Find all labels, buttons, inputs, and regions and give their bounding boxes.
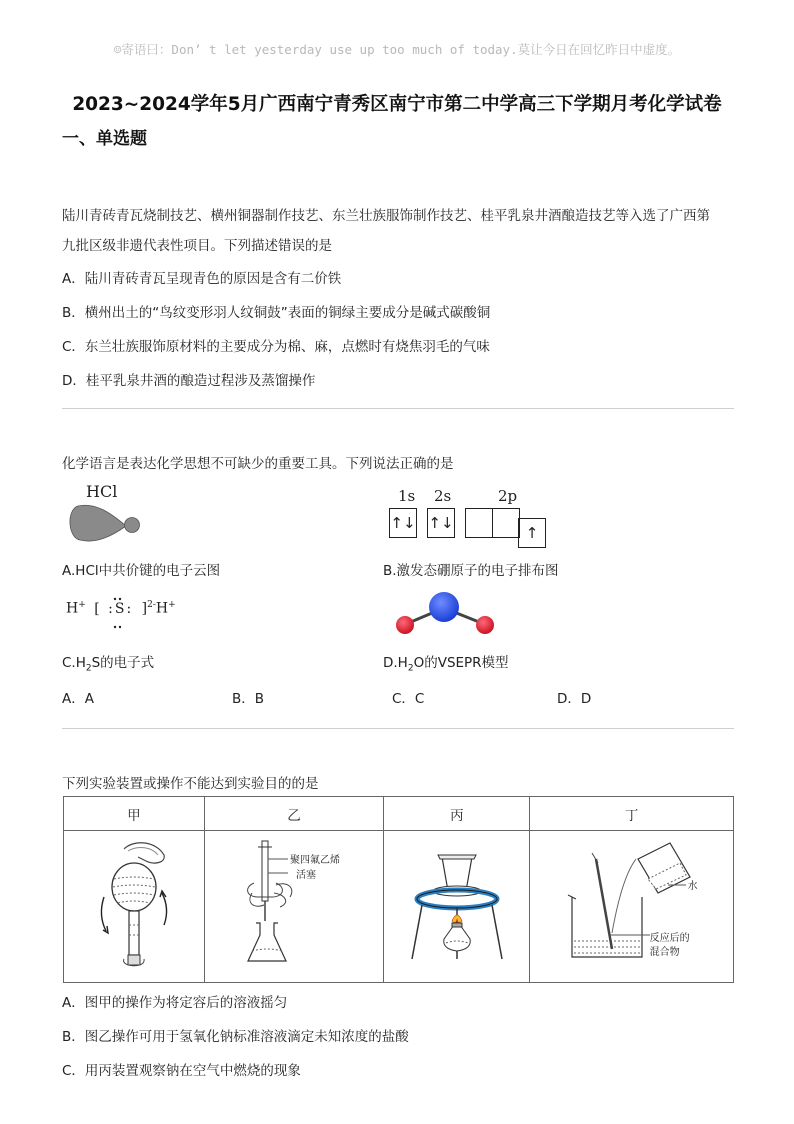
h-right: H <box>155 600 169 617</box>
stopcock-label: 活塞 <box>296 869 317 881</box>
header-bing: 丙 <box>384 797 530 831</box>
orbital-label-1s: 1s <box>398 487 416 505</box>
hydrogen-atom-right <box>476 616 494 634</box>
fig-b-caption: B.激发态硼原子的电子排布图 <box>383 563 559 579</box>
orbital-boxes-2p <box>465 508 546 548</box>
q3-option-a: A．图甲的操作为将定容后的溶液摇匀 <box>62 995 288 1011</box>
h-left: H <box>66 600 79 617</box>
fig-c-caption-sub: 2 <box>85 663 92 674</box>
bracket-close: ] <box>141 600 148 617</box>
lone-pair-dots-figure <box>110 596 126 632</box>
orbital-2p-z: ↑ <box>518 518 546 548</box>
fig-d-caption-sub: 2 <box>407 663 414 674</box>
bracket-open: [ <box>94 600 100 617</box>
h-left-charge: + <box>78 600 86 610</box>
burette-titration-figure <box>224 837 364 977</box>
orbital-label-2p: 2p <box>498 487 518 505</box>
mixture-label-line1: 反应后的 <box>649 932 690 944</box>
fig-d-caption-post: O的VSEPR模型 <box>413 655 509 671</box>
orbital-box-1s <box>389 508 417 538</box>
dilution-pouring-figure <box>552 837 712 977</box>
header-yi: 乙 <box>204 797 384 831</box>
cl-orbital-lobe <box>70 505 126 541</box>
orbital-label-2s: 2s <box>434 487 452 505</box>
q1-option-d: D．桂平乳泉井酒的酿造过程涉及蒸馏操作 <box>62 373 316 389</box>
fig-c-caption-pre: C.H <box>62 655 86 671</box>
q1-stem-line1: 陆川青砖青瓦烧制技艺、横州铜器制作技艺、东兰壮族服饰制作技艺、桂平乳泉井酒酿造技艺等入选了广西第 <box>62 208 710 224</box>
water-label: 水 <box>687 880 698 892</box>
orbital-2p-y <box>492 508 520 538</box>
figure-ding-cell <box>530 831 734 983</box>
q1-option-a: A．陆川青砖青瓦呈现青色的原因是含有二价铁 <box>62 271 342 287</box>
orbital-1s: ↑↓ <box>389 508 417 538</box>
header-jia: 甲 <box>64 797 205 831</box>
q3-option-b: B．图乙操作可用于氢氧化钠标准溶液滴定未知浓度的盐酸 <box>62 1029 409 1045</box>
orbital-box-2s <box>427 508 455 538</box>
fig-d-caption <box>383 651 509 674</box>
orbital-2s: ↑↓ <box>427 508 455 538</box>
divider <box>62 408 734 409</box>
sulfur-atom-with-electrons: :S: <box>108 600 134 617</box>
hcl-electron-cloud-figure <box>66 500 146 546</box>
orbital-2p-x <box>465 508 493 538</box>
q3-option-c: C．用丙装置观察钠在空气中燃烧的现象 <box>62 1063 301 1079</box>
experiment-table <box>63 796 734 983</box>
divider <box>62 728 734 729</box>
h-right-charge: + <box>168 600 176 610</box>
section-heading: 一、单选题 <box>62 129 147 149</box>
oxygen-atom <box>429 592 459 622</box>
h-orbital-lobe <box>125 518 140 533</box>
volumetric-flask-shaking-figure <box>94 835 174 975</box>
q3-stem: 下列实验装置或操作不能达到实验目的的是 <box>62 776 319 792</box>
ptfe-label: 聚四氟乙烯 <box>290 854 341 866</box>
fig-c-caption <box>62 651 154 674</box>
paper-title: 2023~2024学年5月广西南宁青秀区南宁市第二中学高三下学期月考化学试卷 <box>72 94 722 115</box>
mixture-label-line2: 混合物 <box>649 946 680 958</box>
q1-option-b: B．横州出土的“鸟纹变形羽人纹铜鼓”表面的铜绿主要成分是碱式碳酸铜 <box>62 305 491 321</box>
q2-choice-a: A．A <box>62 691 94 707</box>
fig-c-caption-post: S的电子式 <box>91 655 155 671</box>
figure-jia-cell <box>64 831 205 983</box>
q2-choice-d: D．D <box>557 691 592 707</box>
sulfide-charge: 2- <box>147 600 156 610</box>
hydrogen-atom-left <box>396 616 414 634</box>
q1-option-c: C．东兰壮族服饰原材料的主要成分为棉、麻，点燃时有烧焦羽毛的气味 <box>62 339 490 355</box>
header-ding: 丁 <box>530 797 734 831</box>
q2-choice-b: B．B <box>232 691 265 707</box>
figure-bing-cell <box>384 831 530 983</box>
fig-d-caption-pre: D.H <box>383 655 408 671</box>
fig-a-caption: A.HCl中共价键的电子云图 <box>62 563 221 579</box>
hcl-label: HCl <box>86 482 118 501</box>
crucible-on-tripod-figure <box>402 835 512 975</box>
q2-stem: 化学语言是表达化学思想不可缺少的重要工具。下列说法正确的是 <box>62 456 454 472</box>
q2-choice-c: C．C <box>392 691 425 707</box>
figure-yi-cell <box>204 831 384 983</box>
q1-stem-line2: 九批区级非遗代表性项目。下列描述错误的是 <box>62 238 332 254</box>
h2o-vsepr-model-figure <box>392 588 498 638</box>
motto-header: ☺寄语曰：Don’ t let yesterday use up too much of today.莫让今日在回忆昨日中虚度。 <box>113 42 681 57</box>
